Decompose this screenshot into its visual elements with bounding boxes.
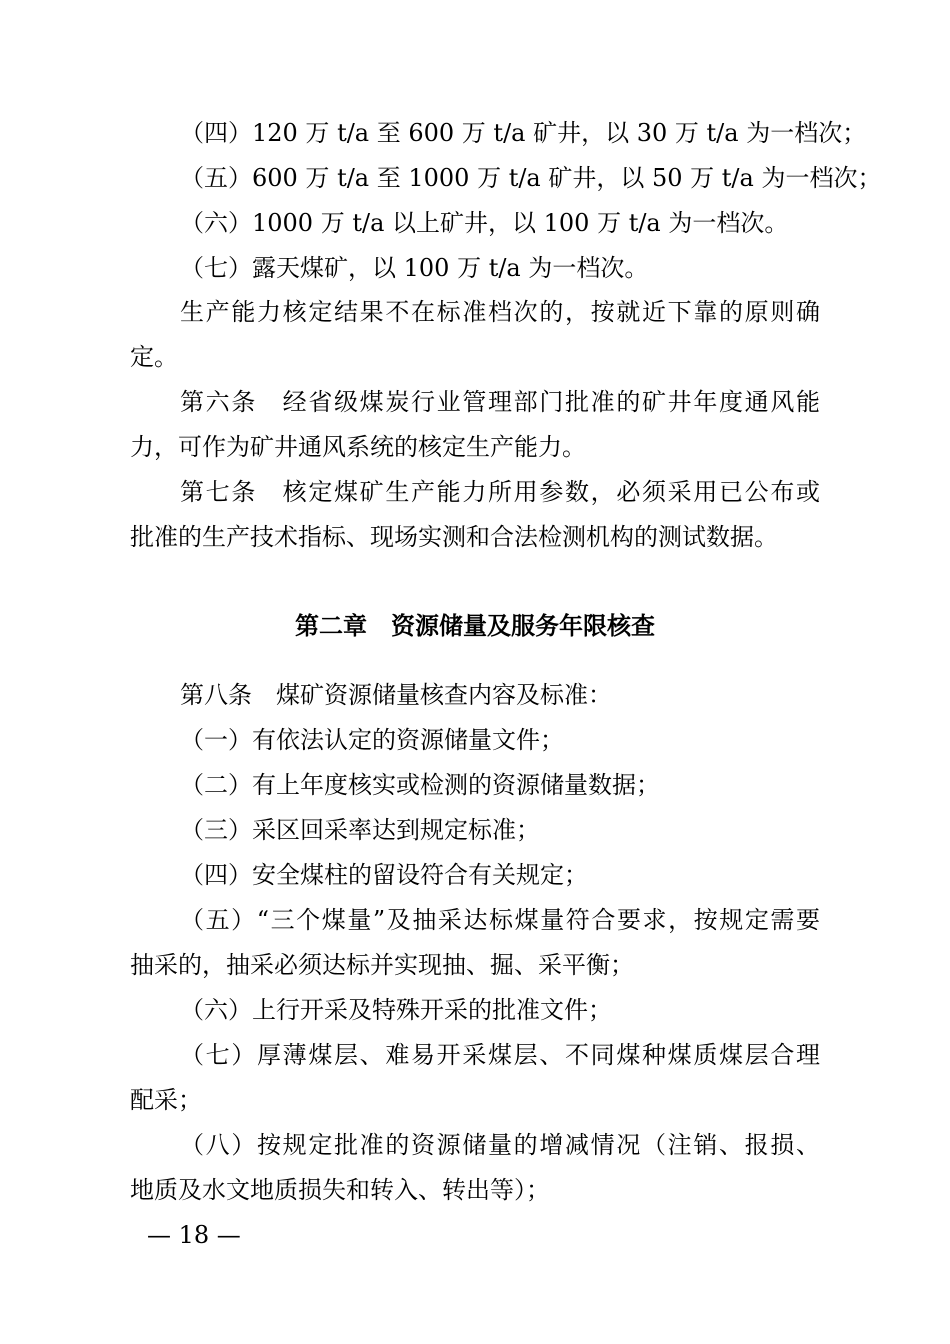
item-6-text: （六）1000 万 t/a 以上矿井，以 100 万 t/a 为一档次。 bbox=[180, 209, 789, 237]
item-7-text: （七）露天煤矿，以 100 万 t/a 为一档次。 bbox=[180, 254, 649, 282]
article-7-line-1: 第七条 核定煤矿生产能力所用参数，必须采用已公布或 bbox=[180, 478, 820, 506]
chapter2-item-6: （六）上行开采及特殊开采的批准文件； bbox=[180, 996, 612, 1024]
article-8-text: 第八条 煤矿资源储量核查内容及标准： bbox=[180, 681, 612, 709]
chapter2-item-2: （二）有上年度核实或检测的资源储量数据； bbox=[180, 771, 660, 799]
chapter2-item-7-line-1: （七）厚薄煤层、难易开采煤层、不同煤种煤质煤层合理 bbox=[180, 1041, 820, 1069]
chapter2-item-4: （四）安全煤柱的留设符合有关规定； bbox=[180, 861, 588, 889]
chapter-heading: 第二章 资源储量及服务年限核查 bbox=[295, 612, 655, 640]
item-4-text: （四）120 万 t/a 至 600 万 t/a 矿井，以 30 万 t/a 为一档次； bbox=[180, 119, 867, 147]
rounding-rule-line-1: 生产能力核定结果不在标准档次的，按就近下靠的原则确 bbox=[180, 298, 820, 326]
chapter2-item-1: （一）有依法认定的资源储量文件； bbox=[180, 726, 564, 754]
chapter2-item-5-line-1: （五）“三个煤量”及抽采达标煤量符合要求，按规定需要 bbox=[180, 906, 820, 934]
article-6-line-2: 力，可作为矿井通风系统的核定生产能力。 bbox=[130, 433, 586, 461]
chapter2-item-5-line-2: 抽采的，抽采必须达标并实现抽、掘、采平衡； bbox=[130, 951, 634, 979]
article-6-line-1: 第六条 经省级煤炭行业管理部门批准的矿井年度通风能 bbox=[180, 388, 820, 416]
page-number: — 18 — bbox=[147, 1221, 241, 1249]
item-5-text: （五）600 万 t/a 至 1000 万 t/a 矿井，以 50 万 t/a 为一档次； bbox=[180, 164, 882, 192]
chapter2-item-8-line-2: 地质及水文地质损失和转入、转出等）； bbox=[130, 1176, 550, 1204]
chapter2-item-3: （三）采区回采率达到规定标准； bbox=[180, 816, 540, 844]
chapter2-item-8-line-1: （八）按规定批准的资源储量的增减情况（注销、报损、 bbox=[180, 1131, 820, 1159]
rounding-rule-line-2: 定。 bbox=[130, 343, 178, 371]
chapter2-item-7-line-2: 配采； bbox=[130, 1086, 202, 1114]
article-7-line-2: 批准的生产技术指标、现场实测和合法检测机构的测试数据。 bbox=[130, 523, 778, 551]
